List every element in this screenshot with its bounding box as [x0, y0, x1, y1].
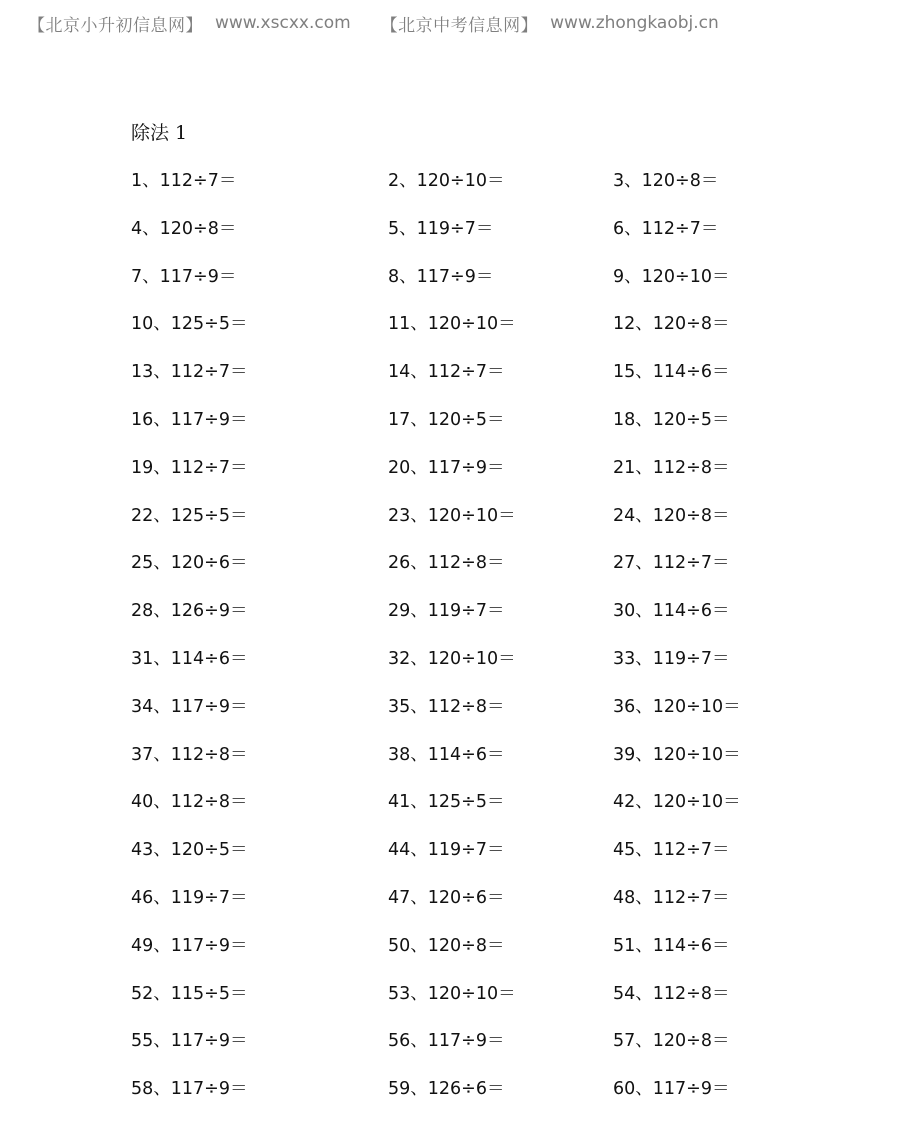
site-name-zhongkaobj: 【北京中考信息网】: [380, 15, 539, 36]
problem-item: 60、117÷9＝: [613, 1079, 730, 1100]
problem-item: 37、112÷8＝: [131, 744, 248, 765]
problem-item: 6、112÷7＝: [613, 218, 719, 239]
problem-row: [131, 548, 831, 596]
problem-item: 15、114÷6＝: [613, 362, 730, 383]
problem-row: [131, 1026, 831, 1074]
problem-item: 47、120÷6＝: [388, 887, 505, 908]
problem-item: 59、126÷6＝: [388, 1079, 505, 1100]
problem-item: 39、120÷10＝: [613, 744, 741, 765]
problem-item: 25、120÷6＝: [131, 553, 248, 574]
problem-item: 21、112÷8＝: [613, 457, 730, 478]
problem-item: 56、117÷9＝: [388, 1031, 505, 1052]
problem-row: [131, 166, 831, 214]
problem-item: 43、120÷5＝: [131, 840, 248, 861]
problem-item: 27、112÷7＝: [613, 553, 730, 574]
problem-item: 40、112÷8＝: [131, 792, 248, 813]
problem-item: 54、112÷8＝: [613, 983, 730, 1004]
problem-item: 11、120÷10＝: [388, 314, 516, 335]
problem-item: 30、114÷6＝: [613, 601, 730, 622]
problem-item: 12、120÷8＝: [613, 314, 730, 335]
problem-item: 16、117÷9＝: [131, 409, 248, 430]
problem-row: [131, 453, 831, 501]
problem-item: 7、117÷9＝: [131, 266, 237, 287]
problem-item: 19、112÷7＝: [131, 457, 248, 478]
problem-item: 32、120÷10＝: [388, 648, 516, 669]
problem-item: 34、117÷9＝: [131, 696, 248, 717]
problem-item: 36、120÷10＝: [613, 696, 741, 717]
problem-row: [131, 979, 831, 1027]
problem-item: 49、117÷9＝: [131, 935, 248, 956]
problem-row: [131, 405, 831, 453]
problem-item: 44、119÷7＝: [388, 840, 505, 861]
problem-item: 58、117÷9＝: [131, 1079, 248, 1100]
problem-row: [131, 787, 831, 835]
problem-item: 3、120÷8＝: [613, 171, 719, 191]
page-header: [28, 10, 719, 36]
worksheet-title: 除法 1: [131, 122, 188, 144]
problem-item: 14、112÷7＝: [388, 362, 505, 383]
problem-item: 55、117÷9＝: [131, 1031, 248, 1052]
problem-item: 41、125÷5＝: [388, 792, 505, 813]
problem-item: 26、112÷8＝: [388, 553, 505, 574]
problem-item: 13、112÷7＝: [131, 362, 248, 383]
problem-item: 48、112÷7＝: [613, 887, 730, 908]
problem-item: 29、119÷7＝: [388, 601, 505, 622]
problem-item: 52、115÷5＝: [131, 983, 248, 1004]
problem-item: 33、119÷7＝: [613, 648, 730, 669]
problem-row: [131, 644, 831, 692]
problem-row: [131, 835, 831, 883]
problem-row: [131, 883, 831, 931]
problem-item: 50、120÷8＝: [388, 935, 505, 956]
problem-item: 4、120÷8＝: [131, 218, 237, 239]
problem-item: 51、114÷6＝: [613, 935, 730, 956]
problem-item: 9、120÷10＝: [613, 266, 730, 287]
problem-item: 31、114÷6＝: [131, 648, 248, 669]
problem-row: [131, 214, 831, 262]
problem-item: 20、117÷9＝: [388, 457, 505, 478]
problem-item: 8、117÷9＝: [388, 266, 494, 287]
problem-item: 38、114÷6＝: [388, 744, 505, 765]
problem-item: 23、120÷10＝: [388, 505, 516, 526]
problem-grid: [131, 166, 831, 1122]
problem-row: [131, 596, 831, 644]
problem-item: 53、120÷10＝: [388, 983, 516, 1004]
problem-row: [131, 309, 831, 357]
problem-item: 57、120÷8＝: [613, 1031, 730, 1052]
problem-row: [131, 692, 831, 740]
problem-row: [131, 262, 831, 310]
problem-item: 22、125÷5＝: [131, 505, 248, 526]
problem-item: 35、112÷8＝: [388, 696, 505, 717]
problem-item: 2、120÷10＝: [388, 171, 505, 191]
problem-item: 28、126÷9＝: [131, 601, 248, 622]
problem-item: 24、120÷8＝: [613, 505, 730, 526]
site-url-zhongkaobj[interactable]: www.zhongkaobj.cn: [550, 13, 719, 33]
problem-row: [131, 931, 831, 979]
problem-row: [131, 501, 831, 549]
problem-row: [131, 357, 831, 405]
problem-item: 17、120÷5＝: [388, 409, 505, 430]
problem-row: [131, 740, 831, 788]
problem-item: 5、119÷7＝: [388, 218, 494, 239]
problem-item: 46、119÷7＝: [131, 887, 248, 908]
problem-item: 10、125÷5＝: [131, 314, 248, 335]
problem-item: 18、120÷5＝: [613, 409, 730, 430]
problem-item: 45、112÷7＝: [613, 840, 730, 861]
problem-item: 42、120÷10＝: [613, 792, 741, 813]
site-url-xscxx[interactable]: www.xscxx.com: [215, 13, 351, 33]
site-name-xscxx: 【北京小升初信息网】: [28, 15, 203, 36]
problem-item: 1、112÷7＝: [131, 171, 237, 191]
